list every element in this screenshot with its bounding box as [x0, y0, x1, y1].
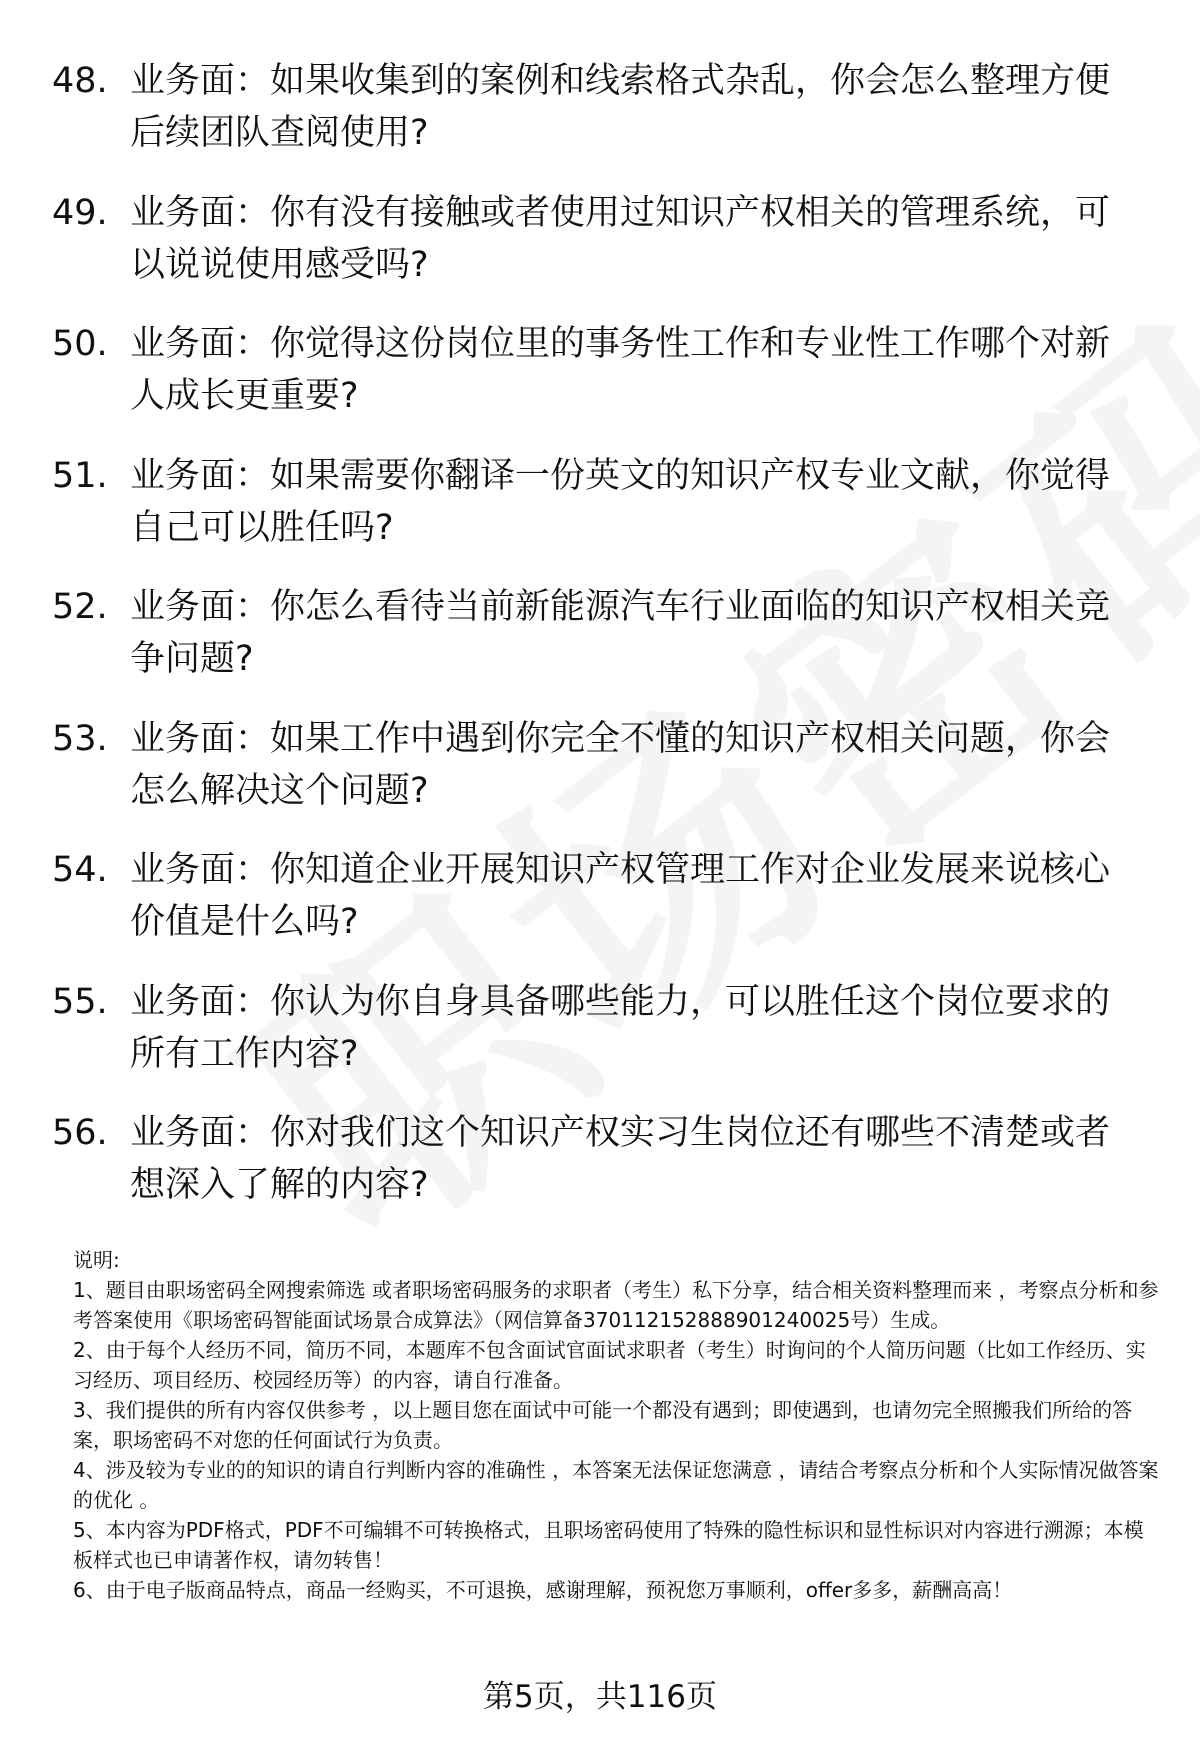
question-number: 53. [52, 718, 108, 759]
question-item [0, 1107, 1200, 1239]
notes-heading: 说明: [73, 1248, 120, 1272]
question-number: 51. [52, 455, 108, 496]
question-item [0, 318, 1200, 450]
question-number: 50. [52, 324, 108, 364]
note-item: 1、题目由职场密码全网搜索筛选 或者职场密码服务的求职者（考生）私下分享，结合相关资料整理而来 ，考察点分析和参考答案使用《职场密码智能面试场景合成算法》（网信算备370112152888901240025号）生成。 [73, 1278, 1159, 1332]
question-text: 业务面：你对我们这个知识产权实习生岗位还有哪些不清楚或者想深入了解的内容? [130, 1113, 1111, 1205]
question-number: 55. [52, 981, 108, 1022]
question-number: 52. [52, 587, 108, 627]
question-text: 业务面：你有没有接触或者使用过知识产权相关的管理系统，可以说说使用感受吗? [130, 192, 1111, 285]
question-text: 业务面：你怎么看待当前新能源汽车行业面临的知识产权相关竞争问题? [130, 587, 1111, 679]
question-item [0, 581, 1200, 713]
question-text: 业务面：如果工作中遇到你完全不懂的知识产权相关问题，你会怎么解决这个问题? [130, 718, 1111, 811]
question-number: 48. [52, 61, 108, 101]
question-text: 业务面：如果需要你翻译一份英文的知识产权专业文献，你觉得自己可以胜任吗? [130, 455, 1111, 548]
question-list [0, 55, 1200, 1239]
question-item [0, 976, 1200, 1108]
note-item: 2、由于每个人经历不同，简历不同，本题库不包含面试官面试求职者（考生）时询问的个人简历问题（比如工作经历、实习经历、项目经历、校园经历等）的内容，请自行准备。 [73, 1338, 1146, 1392]
notes-section [73, 1245, 1163, 1605]
note-item: 4、涉及较为专业的的知识的请自行判断内容的准确性 ，本答案无法保证您满意 ，请结合考察点分析和个人实际情况做答案的优化 。 [73, 1458, 1159, 1512]
question-text: 业务面：如果收集到的案例和线索格式杂乱，你会怎么整理方便后续团队查阅使用? [130, 61, 1111, 153]
question-number: 49. [52, 192, 108, 233]
question-item [0, 187, 1200, 319]
question-number: 54. [52, 850, 108, 890]
note-item: 5、本内容为PDF格式，PDF不可编辑不可转换格式，且职场密码使用了特殊的隐性标识和显性标识对内容进行溯源；本模板样式也已申请著作权，请勿转售！ [73, 1518, 1144, 1572]
note-item: 6、由于电子版商品特点，商品一经购买，不可退换，感谢理解，预祝您万事顺利，offer多多，薪酬高高！ [73, 1578, 1013, 1602]
question-item [0, 55, 1200, 187]
question-text: 业务面：你认为你自身具备哪些能力，可以胜任这个岗位要求的所有工作内容? [130, 981, 1111, 1074]
question-item [0, 713, 1200, 845]
question-text: 业务面：你知道企业开展知识产权管理工作对企业发展来说核心价值是什么吗? [130, 850, 1111, 942]
question-item [0, 450, 1200, 582]
question-text: 业务面：你觉得这份岗位里的事务性工作和专业性工作哪个对新人成长更重要? [130, 324, 1111, 416]
question-number: 56. [52, 1113, 108, 1153]
page-number: 第5页，共116页 [483, 1679, 717, 1715]
note-item: 3、我们提供的所有内容仅供参考 ，以上题目您在面试中可能一个都没有遇到；即使遇到，也请勿完全照搬我们所给的答案，职场密码不对您的任何面试行为负责。 [73, 1398, 1133, 1452]
question-item [0, 844, 1200, 976]
